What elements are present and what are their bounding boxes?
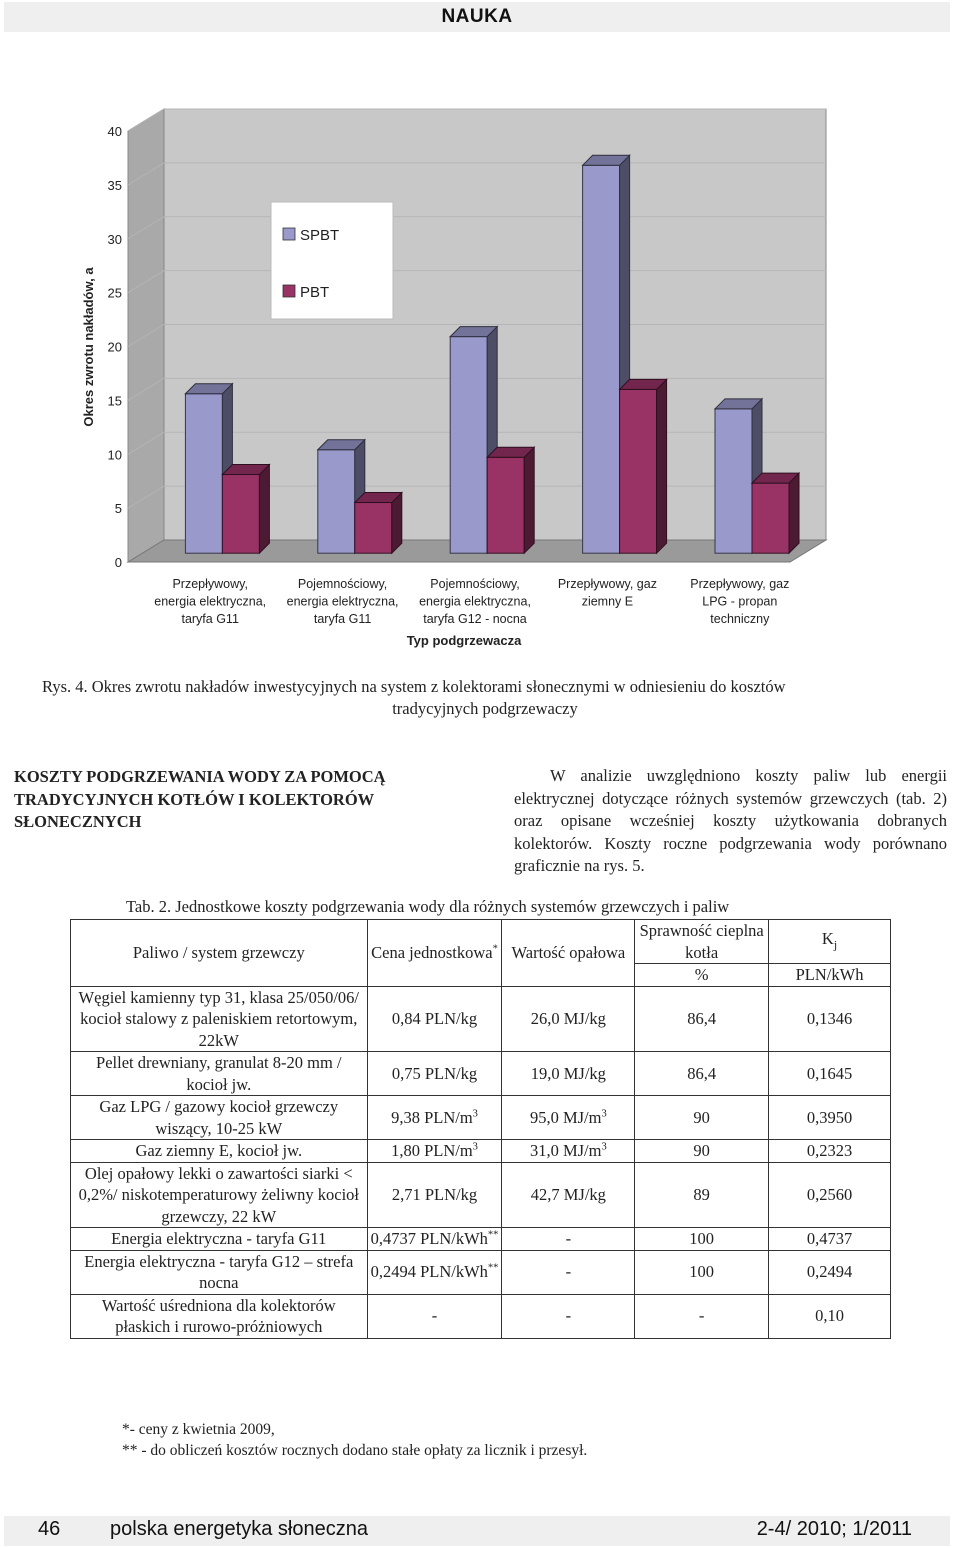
legend-label: SPBT (300, 227, 340, 244)
cell-calorific (502, 986, 635, 1052)
x-category-line: energia elektryczna, (419, 594, 531, 609)
cell-price (367, 1228, 502, 1251)
cell-calorific (502, 1294, 635, 1338)
table-row (71, 1228, 891, 1251)
cell-fuel: Gaz ziemny E, kocioł jw. (71, 1140, 368, 1163)
body-paragraph: W analizie uwzględniono koszty paliw lub energii elektrycznej dotyczące różnych systemów grzewczych (tab. 2) oraz opisane wcześniej koszty użytkowania dobranych kolektorów. Koszty roczne podgrzewania wody porównano graficznie na rys. 5. (514, 766, 947, 875)
header-efficiency-unit: % (635, 964, 769, 987)
bar-side (789, 473, 799, 553)
header-kj-letter: K (821, 928, 834, 948)
x-category-label (154, 577, 266, 626)
bar-front (583, 165, 620, 553)
cell-calorific (502, 1228, 635, 1251)
x-category-line: taryfa G11 (313, 612, 372, 626)
header-kj (769, 920, 891, 964)
chart-legend (271, 202, 393, 319)
cell-efficiency: 90 (635, 1096, 769, 1140)
cell-price (367, 1052, 502, 1096)
legend-swatch (283, 285, 295, 297)
bar-side (657, 379, 667, 553)
bar-front (355, 503, 392, 554)
price-sup: 3 (472, 1108, 478, 1120)
table-row (71, 1294, 891, 1338)
price-value: 0,75 PLN/kg (391, 1063, 478, 1083)
cell-fuel: Wartość uśredniona dla kolektorów płaskich i rurowo-próżniowych (71, 1294, 368, 1338)
x-axis-label: Typ podgrzewacza (406, 633, 522, 648)
header-price-mark: * (492, 943, 498, 955)
cell-price (367, 1162, 502, 1228)
x-category-line: Pojemnościowy, (297, 577, 388, 591)
header-calorific: Wartość opałowa (502, 920, 635, 987)
cell-kj: 0,1346 (769, 986, 891, 1052)
cell-fuel: Energia elektryczna - taryfa G12 – strefa nocna (71, 1250, 368, 1294)
bar-side (259, 465, 269, 554)
x-category-line: Przepływowy, gaz (557, 577, 657, 591)
cell-efficiency: 90 (635, 1140, 769, 1163)
table-row (71, 1096, 891, 1140)
bar-front (715, 409, 752, 553)
header-bar (4, 2, 950, 32)
header-price (367, 920, 502, 987)
table-notes (122, 1419, 587, 1461)
cell-efficiency: 100 (635, 1250, 769, 1294)
calorific-sup: 3 (601, 1141, 607, 1153)
price-value: - (431, 1306, 438, 1326)
price-value: 0,2494 PLN/kWh (370, 1262, 488, 1282)
cell-efficiency: 86,4 (635, 1052, 769, 1096)
y-tick-label: 15 (107, 393, 122, 409)
bar-front (318, 450, 355, 553)
bar-side (524, 447, 534, 553)
x-category-line: Przepływowy, gaz (690, 577, 790, 591)
cell-fuel: Węgiel kamienny typ 31, klasa 25/050/06/ kocioł stalowy z paleniskiem retortowym, 22kW (71, 986, 368, 1052)
cell-efficiency: 100 (635, 1228, 769, 1251)
x-category-line: taryfa G12 - nocna (423, 612, 527, 626)
x-category-line: Pojemnościowy, (430, 577, 520, 591)
cell-price (367, 986, 502, 1052)
calorific-value: - (565, 1262, 572, 1282)
cell-price (367, 1140, 502, 1163)
y-tick-label: 35 (107, 177, 122, 193)
x-category-line: energia elektryczna, (154, 594, 267, 609)
calorific-value: 26,0 MJ/kg (530, 1009, 606, 1028)
x-category-line: LPG - propan (702, 594, 778, 609)
cell-efficiency: - (635, 1294, 769, 1338)
y-tick-label: 0 (114, 555, 122, 570)
cell-kj: 0,2560 (769, 1162, 891, 1228)
cell-price (367, 1096, 502, 1140)
x-category-line: ziemny E (581, 594, 634, 609)
table-row (71, 1052, 891, 1096)
y-axis-label: Okres zwrotu nakładów, a (81, 267, 96, 427)
page-number: 46 (38, 1518, 61, 1540)
x-category-label (287, 577, 399, 626)
x-category-label (419, 577, 531, 626)
bar-front (185, 394, 222, 553)
calorific-value: - (565, 1229, 572, 1248)
bar-front (752, 483, 789, 553)
magazine-title: polska energetyka słoneczna (110, 1518, 368, 1540)
price-value: 0,84 PLN/kg (391, 1009, 478, 1028)
legend-label: PBT (300, 284, 330, 301)
cell-fuel: Olej opałowy lekki o zawartości siarki < 0,2%/ niskotemperaturowy żeliwny kocioł grzewczy, 22 kW (71, 1162, 368, 1228)
x-category-label (690, 577, 789, 626)
x-category-line: taryfa G11 (181, 612, 239, 626)
cell-efficiency: 89 (635, 1162, 769, 1228)
fuel-cost-table (70, 919, 891, 1339)
header-kj-unit: PLN/kWh (769, 964, 891, 987)
legend-swatch (283, 228, 295, 240)
price-sup: ** (487, 1262, 499, 1274)
price-sup: 3 (472, 1141, 478, 1153)
bar-front (620, 389, 657, 553)
figure-caption (30, 676, 940, 720)
bar-pbt-3 (487, 447, 534, 553)
calorific-value: 31,0 MJ/m (529, 1141, 602, 1160)
price-value: 0,4737 PLN/kWh (370, 1229, 488, 1248)
cell-calorific (502, 1140, 635, 1163)
table-caption: Tab. 2. Jednostkowe koszty podgrzewania wody dla różnych systemów grzewczych i paliw (126, 897, 730, 916)
price-value: 2,71 PLN/kg (391, 1185, 478, 1204)
y-tick-label: 10 (107, 447, 122, 463)
y-tick-label: 20 (107, 339, 122, 355)
cell-calorific (502, 1162, 635, 1228)
cell-kj: 0,4737 (769, 1228, 891, 1251)
table-row (71, 1162, 891, 1228)
payback-chart (0, 95, 960, 655)
cell-fuel: Energia elektryczna - taryfa G11 (71, 1228, 368, 1251)
calorific-value: 42,7 MJ/kg (530, 1185, 606, 1204)
x-category-line: energia elektryczna, (286, 594, 399, 609)
x-category-label (558, 577, 657, 609)
table-row (71, 1140, 891, 1163)
table-row (71, 986, 891, 1052)
price-value: 1,80 PLN/m (391, 1141, 473, 1160)
section-heading: KOSZTY PODGRZEWANIA WODY ZA POMOCĄ TRADYCYJNYCH KOTŁÓW I KOLEKTORÓW SŁONECZNYCH (14, 767, 386, 831)
header-efficiency: Sprawność cieplna kotła (635, 920, 769, 964)
bar-pbt-1 (222, 465, 269, 554)
header-fuel: Paliwo / system grzewczy (71, 920, 368, 987)
cell-price (367, 1250, 502, 1294)
cell-kj: 0,10 (769, 1294, 891, 1338)
cell-calorific (502, 1052, 635, 1096)
bar-front (450, 337, 487, 554)
price-sup: ** (487, 1229, 499, 1241)
caption-line-2: tradycyjnych podgrzewaczy (392, 699, 578, 718)
cell-efficiency: 86,4 (635, 986, 769, 1052)
cell-calorific (502, 1096, 635, 1140)
bar-front (487, 457, 524, 553)
cell-price (367, 1294, 502, 1338)
cell-fuel: Gaz LPG / gazowy kocioł grzewczy wiszący, 10-25 kW (71, 1096, 368, 1140)
cell-kj: 0,2323 (769, 1140, 891, 1163)
x-category-line: Przepływowy, (172, 577, 248, 591)
issue-number: 2-4/ 2010; 1/2011 (756, 1518, 912, 1540)
table-row (71, 1250, 891, 1294)
bar-front (222, 475, 259, 554)
bar-pbt-4 (620, 379, 667, 553)
calorific-value: - (565, 1306, 572, 1326)
calorific-value: 19,0 MJ/kg (530, 1063, 606, 1083)
calorific-value: 95,0 MJ/m (529, 1107, 602, 1127)
y-tick-label: 40 (107, 124, 122, 139)
header-kj-sub: j (833, 936, 838, 951)
bar-pbt-2 (355, 493, 402, 554)
cell-kj: 0,3950 (769, 1096, 891, 1140)
header-price-text: Cena jednostkowa (371, 943, 493, 962)
x-category-line: techniczny (710, 612, 770, 626)
cell-fuel: Pellet drewniany, granulat 8-20 mm / kocioł jw. (71, 1052, 368, 1096)
price-value: 9,38 PLN/m (391, 1107, 473, 1127)
y-tick-label: 5 (114, 501, 122, 517)
y-tick-label: 30 (107, 231, 122, 247)
cell-kj: 0,2494 (769, 1250, 891, 1294)
calorific-sup: 3 (601, 1108, 607, 1120)
y-tick-label: 25 (107, 285, 122, 301)
note-1: *- ceny z kwietnia 2009, (122, 1421, 275, 1438)
caption-line-1: Rys. 4. Okres zwrotu nakładów inwestycyjnych na system z kolektorami słonecznymi w odniesieniu do kosztów (42, 677, 786, 696)
cell-kj: 0,1645 (769, 1052, 891, 1096)
section-label: NAUKA (441, 6, 513, 27)
bar-pbt-5 (752, 473, 799, 553)
footer-bar (4, 1516, 950, 1546)
cell-calorific (502, 1250, 635, 1294)
note-2: ** - do obliczeń kosztów rocznych dodano stałe opłaty za licznik i przesył. (122, 1442, 588, 1459)
